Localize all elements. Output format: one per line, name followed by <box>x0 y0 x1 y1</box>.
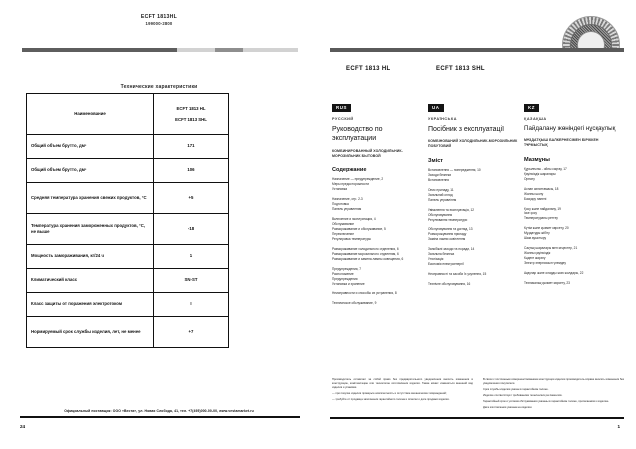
product-description: КОМБИНИРОВАННЫЙ ХОЛОДИЛЬНИК-МОРОЗИЛЬНИК БЫТОВОЙ <box>332 148 403 158</box>
spec-table <box>26 93 229 348</box>
table-row <box>27 159 229 183</box>
contents-entry[interactable]: Сақтық шаралары мен кеңестер, 21 <box>524 246 578 251</box>
language-columns <box>332 96 624 311</box>
model-label-2: ECFT 1813 SHL <box>436 66 485 72</box>
table-cell-value: +7 <box>154 317 229 348</box>
product-description: КОМБІНОВАНИЙ ХОЛОДИЛЬНИК-МОРОЗИЛЬНИК ПОБУТОВИЙ <box>428 139 518 149</box>
legal-note-paragraph: — при покупке изделия проверьте комплектность и отсутствие механических повреждений; <box>332 392 447 396</box>
contents-entry[interactable]: Назначение, стр. 2-3 <box>332 197 363 202</box>
table-cell-name: Температура хранения замороженных продуктов, °С, не выше <box>27 214 154 245</box>
table-header-name: Наименование <box>27 94 154 135</box>
language-badge: UA <box>428 104 444 112</box>
table-cell-name: Средняя температура хранения свежих продуктов, °С <box>27 183 154 214</box>
table-header-model-1: ECFT 1813 HL <box>176 106 206 112</box>
legal-note-left <box>332 378 473 412</box>
contents-group <box>428 188 518 203</box>
contents-entry[interactable]: Панель управління <box>428 197 457 202</box>
language-badge: KZ <box>524 104 539 112</box>
language-name: РУССКИЙ <box>332 117 354 121</box>
contents-heading: Зміст <box>428 157 444 164</box>
contents-group <box>428 272 518 277</box>
contents-group <box>332 301 422 306</box>
contents-entry[interactable]: Қауіпсіздік шаралары <box>524 171 556 176</box>
contents-group <box>332 267 422 287</box>
left-footer-text: Официальный поставщик: ООО «Веста», ул. Новая Слобода, 41, тел. +7(495)000-00-00, www.vestamarket.ru <box>64 409 254 413</box>
header-model: ECFT 1813HL <box>140 14 178 20</box>
contents-entry[interactable]: Меры предосторожности <box>332 182 370 187</box>
contents-heading: Содержание <box>332 167 367 174</box>
contents-entry[interactable]: Предупреждения, 7 <box>332 266 362 271</box>
contents-group <box>428 227 518 242</box>
contents-entry[interactable]: Размораживание и замена лампы освещения, 6 <box>332 256 404 261</box>
legal-note-right <box>483 378 624 412</box>
contents-entry[interactable]: Опис приладу, 11 <box>428 187 454 192</box>
table-row <box>27 317 229 348</box>
table-cell-value: -18 <box>154 214 229 245</box>
table-cell-value: 171 <box>154 135 229 159</box>
contents-group <box>524 167 620 182</box>
contents-entry[interactable]: Подготовка <box>332 202 349 207</box>
contents-entry[interactable]: Неисправности и способы их устранения, 8 <box>332 291 397 296</box>
model-label-1: ECFT 1813 HL <box>346 66 391 72</box>
contents-entry[interactable]: Встановлення — попередження, 10 <box>428 167 481 172</box>
table-row <box>27 183 229 214</box>
contents-entry[interactable]: Регулювання температури <box>428 217 468 222</box>
legal-note-paragraph: Срок службы изделия указан в гарантийном талоне. <box>483 388 549 392</box>
table-row <box>27 135 229 159</box>
table-cell-name: Мощность замораживания, кг/24 ч <box>27 245 154 269</box>
table-row <box>27 269 229 293</box>
rule-segment-3 <box>243 48 298 52</box>
right-footer-rule <box>330 417 624 419</box>
right-header-bar <box>330 48 624 52</box>
contents-entry[interactable]: Установка <box>332 187 348 192</box>
contents-entry[interactable]: Аспап сипаттамасы, 18 <box>524 186 559 191</box>
contents-group <box>332 177 422 192</box>
contents-group <box>428 247 518 267</box>
contents-entry[interactable]: Мұздатуды жібіту <box>524 231 550 236</box>
legal-note-paragraph: — требуйте от продавца заполнения гарантийного талона и отметки о дате продажи изделия. <box>332 398 450 402</box>
language-badge: RUS <box>332 104 351 112</box>
table-header-row <box>27 94 229 135</box>
legal-notes <box>332 378 624 412</box>
table-cell-value: 1 <box>154 245 229 269</box>
contents-entry[interactable]: Техническое обслуживание, 9 <box>332 301 377 306</box>
manual-title: Посібник з експлуатації <box>428 126 505 133</box>
contents-group <box>428 168 518 183</box>
contents-entry[interactable]: Регулировка температуры <box>332 236 371 241</box>
contents-group <box>524 271 620 276</box>
contents-list <box>428 168 518 287</box>
legal-note-paragraph: Производитель оставляет за собой право без предварительного уведомления вносить изменения в конструкцию, комплектацию или технологию изготовления изделия. Также может изменяться внешний вид изделия и упаковки. <box>332 378 473 390</box>
contents-group <box>332 291 422 296</box>
right-page-number: 1 <box>617 424 620 429</box>
contents-entry[interactable]: Заміна лампи освітлення <box>428 237 466 242</box>
contents-group <box>524 226 620 241</box>
contents-entry[interactable]: Техникалық қызмет көрсету, 23 <box>524 281 570 285</box>
language-column-rus <box>332 96 422 311</box>
legal-note-paragraph: В связи с постоянным совершенствованием конструкции изделия производитель вправе вносить изменения без уведомления покупателя. <box>483 378 624 386</box>
contents-entry[interactable]: Встановлення <box>428 177 449 182</box>
table-cell-value: 106 <box>154 159 229 183</box>
table-cell-name: Общий объем брутто, дм³ <box>27 135 154 159</box>
manual-title: Руководство по эксплуатации <box>332 126 383 143</box>
legal-note-paragraph: Гарантийный срок и условия обслуживания указаны в гарантийном талоне, прилагаемом к изделию. <box>483 400 610 404</box>
rule-segment-1 <box>177 48 216 52</box>
contents-entry[interactable]: Размораживание и обслуживание, 5 <box>332 226 386 231</box>
contents-entry[interactable]: Установка и хранение <box>332 281 365 286</box>
contents-entry[interactable]: Электр энергиясын үнемдеу <box>524 261 567 266</box>
language-name: УКРАЇНСЬКА <box>428 117 457 121</box>
contents-entry[interactable]: Орнату <box>524 176 535 181</box>
contents-entry[interactable]: Размораживание холодильного отделения, 6 <box>332 246 399 251</box>
contents-entry[interactable]: Обслуживание <box>332 221 355 226</box>
contents-entry[interactable]: Басқару панелі <box>524 196 547 201</box>
header-subtitle: 199000-2800 <box>145 21 173 26</box>
contents-group <box>524 207 620 222</box>
contents-entry[interactable]: Економія електроенергії <box>428 262 464 267</box>
left-footer-rule <box>20 416 300 418</box>
contents-entry[interactable]: Заходи безпеки <box>428 172 452 177</box>
contents-list <box>332 177 422 306</box>
table-header-models <box>154 94 229 135</box>
contents-entry[interactable]: Жалпы қауіпсіздік <box>524 251 551 256</box>
language-column-ua <box>428 96 518 311</box>
contents-entry[interactable]: Размораживание морозильного отделения, 6 <box>332 251 399 256</box>
contents-entry[interactable]: Несправності та засоби їх усунення, 15 <box>428 272 487 277</box>
table-cell-name: Нормируемый срок службы изделия, лет, не менее <box>27 317 154 348</box>
contents-entry[interactable]: Розморожування приладу <box>428 232 467 237</box>
table-row <box>27 214 229 245</box>
contents-group <box>428 282 518 287</box>
language-column-kz <box>524 96 620 311</box>
contents-entry[interactable]: Назначение — предупреждение, 2 <box>332 177 384 182</box>
contents-group <box>332 247 422 262</box>
contents-group <box>524 246 620 266</box>
contents-entry[interactable]: Температураны реттеу <box>524 216 558 221</box>
contents-entry[interactable]: Предупреждения <box>332 276 358 281</box>
table-cell-value: SN-ST <box>154 269 229 293</box>
rule-segment-0 <box>22 48 177 52</box>
contents-entry[interactable]: Включение и эксплуатация, 4 <box>332 217 376 222</box>
contents-entry[interactable]: Загальна безпека <box>428 252 455 257</box>
contents-entry[interactable]: Жалпы шолу <box>524 191 544 196</box>
contents-entry[interactable]: Ақаулар және оларды жою жолдары, 22 <box>524 271 584 276</box>
product-description: МҰЗДАТҚЫШ БАЛКЕРНЕСІМЕН БІРІККЕН ТҰРМЫСТЫҚ <box>524 138 599 148</box>
contents-list <box>524 167 620 286</box>
contents-entry[interactable]: Технічне обслуговування, 16 <box>428 282 471 287</box>
contents-entry[interactable]: Кәдеге жарату <box>524 256 546 261</box>
contents-group <box>332 197 422 212</box>
contents-entry[interactable]: Загальний огляд <box>428 192 453 197</box>
table-cell-name: Класс защиты от поражения электротоком <box>27 293 154 317</box>
contents-group <box>524 187 620 202</box>
contents-entry[interactable]: Расположение <box>332 271 354 276</box>
contents-heading: Мазмұны <box>524 156 550 163</box>
header-rule-segments <box>22 48 298 52</box>
left-page-number: 24 <box>20 424 26 429</box>
right-page <box>318 0 636 449</box>
contents-group <box>332 217 422 242</box>
spec-table-title: Технические характеристики <box>120 84 198 90</box>
table-cell-name: Общий объем брутто, дм³ <box>27 159 154 183</box>
table-header-model-2: ECFT 1813 SHL <box>175 116 207 122</box>
table-cell-name: Климатический класс <box>27 269 154 293</box>
contents-entry[interactable]: Обслуговування <box>428 212 453 217</box>
table-cell-value: +5 <box>154 183 229 214</box>
table-row <box>27 293 229 317</box>
contents-entry[interactable]: Күтім және қызмет көрсету, 20 <box>524 226 569 231</box>
legal-note-paragraph: Изделие соответствует требованиям технических регламентов. <box>483 394 563 398</box>
contents-entry[interactable]: Переключение <box>332 231 354 236</box>
table-cell-value: I <box>154 293 229 317</box>
contents-entry[interactable]: Құрылғыны - ойлы сақтау, 17 <box>524 166 567 171</box>
manual-title: Пайдалану жөніндегі нұсқаулық <box>524 125 616 132</box>
contents-group <box>428 208 518 223</box>
contents-entry[interactable]: Панель управления <box>332 207 362 212</box>
left-page-header <box>0 14 318 26</box>
language-name: ҚАЗАҚША <box>524 117 547 121</box>
contents-entry[interactable]: Запобіжні заходи та поради, 14 <box>428 247 475 252</box>
contents-entry[interactable]: Қосу және пайдалану, 19 <box>524 206 561 211</box>
contents-entry[interactable]: Утилізація <box>428 257 444 262</box>
contents-group <box>524 281 620 286</box>
legal-note-paragraph: Дата изготовления указана на изделии. <box>483 406 533 410</box>
contents-entry[interactable]: Увімкнення та експлуатація, 12 <box>428 207 474 212</box>
table-row <box>27 245 229 269</box>
contents-entry[interactable]: Шам ауыстыру <box>524 236 547 241</box>
contents-entry[interactable]: Обслуговування та догляд, 13 <box>428 227 473 232</box>
rule-segment-2 <box>215 48 243 52</box>
contents-entry[interactable]: Іске қосу <box>524 211 537 216</box>
